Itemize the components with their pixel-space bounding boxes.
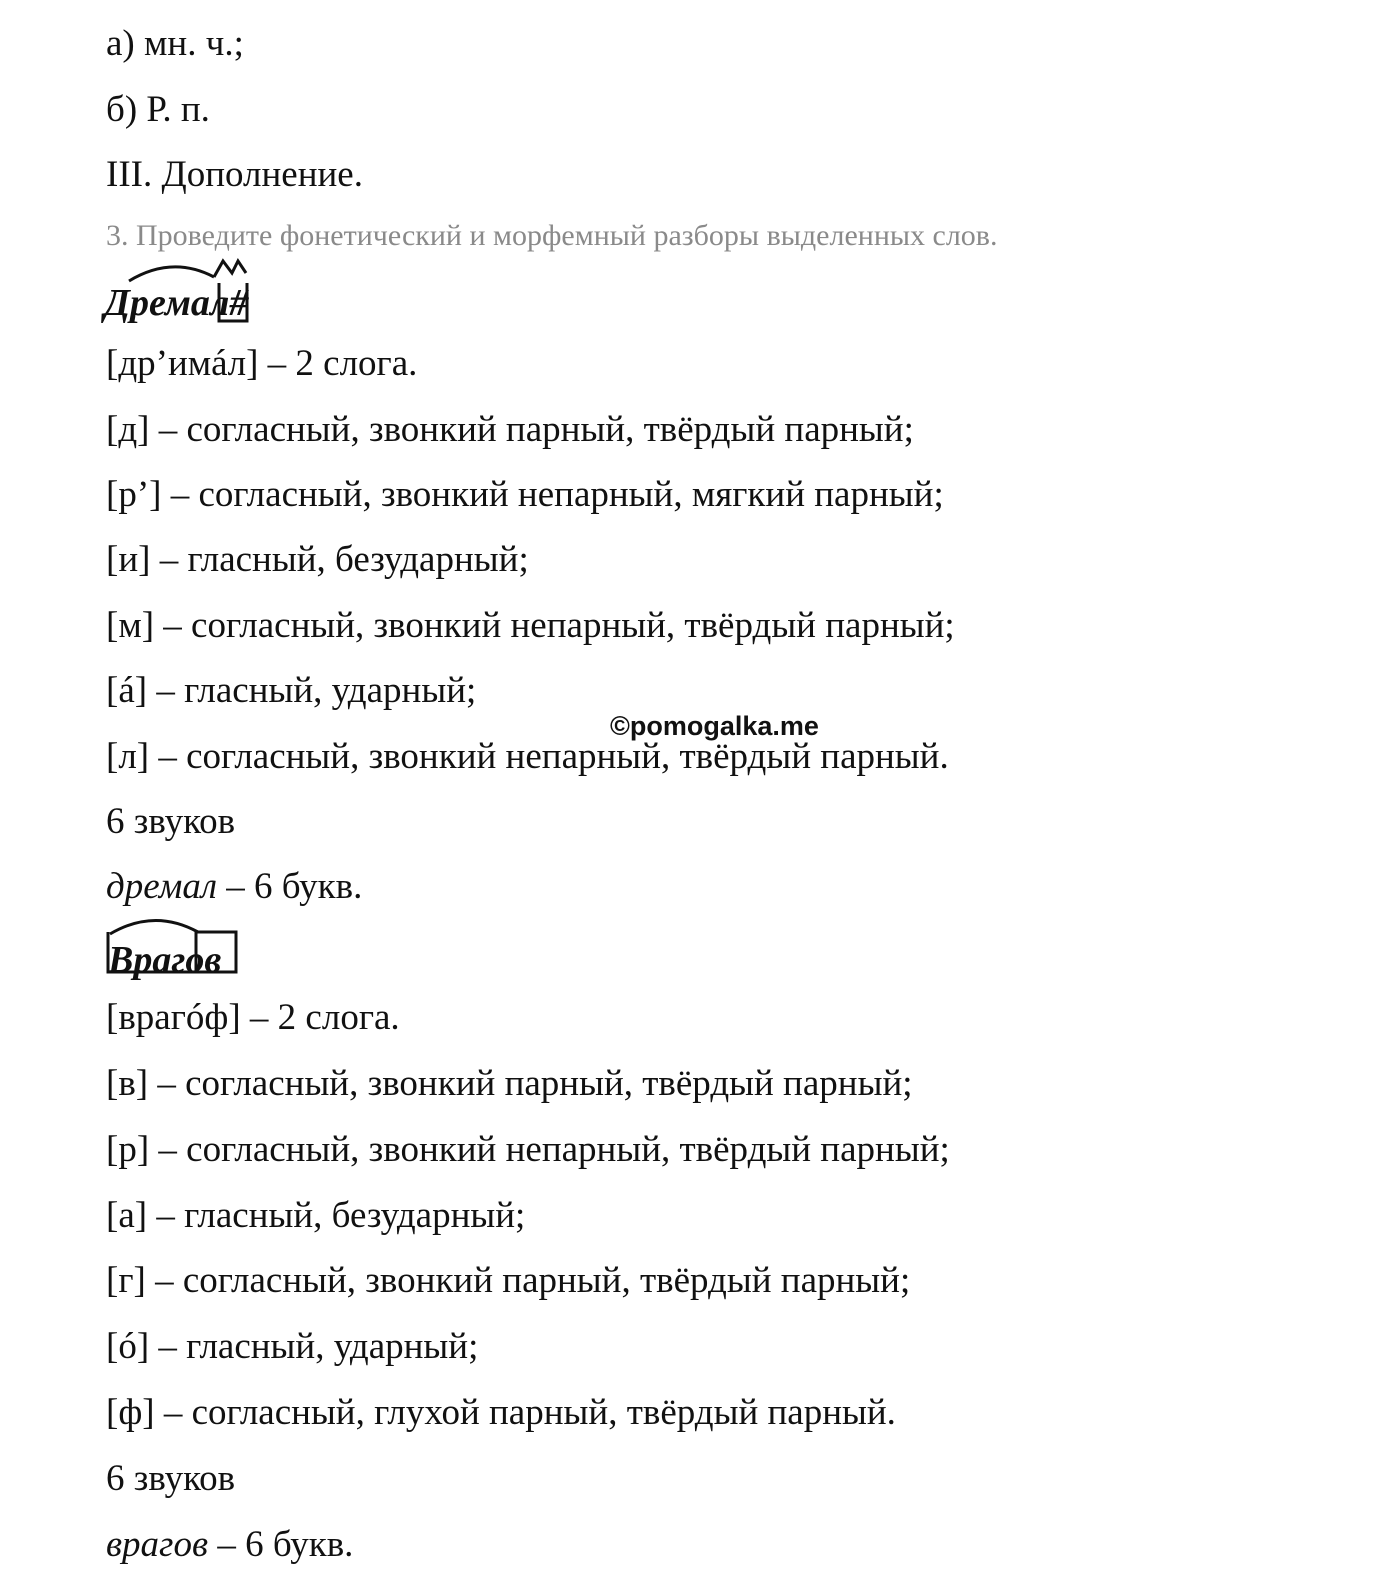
sound-line: [д] – согласный, звонкий парный, твёрдый парный; (106, 409, 914, 450)
sound-line: [ф] – согласный, глухой парный, твёрдый парный. (106, 1392, 896, 1433)
letter-count-vragov (106, 1523, 353, 1567)
sound-line: [л] – согласный, звонкий непарный, твёрдый парный. (106, 736, 949, 777)
transcription-vragov: [врагóф] – 2 слога. (106, 997, 400, 1038)
sound-line: [м] – согласный, звонкий непарный, твёрдый парный; (106, 605, 955, 646)
sound-line: [в] – согласный, звонкий парный, твёрдый парный; (106, 1063, 913, 1104)
word-title-vragov: Врагов (108, 939, 222, 981)
letter-count-text: – 6 букв. (216, 866, 363, 907)
morpheme-word-vragov (104, 908, 254, 988)
sound-line: [г] – согласный, звонкий парный, твёрдый парный; (106, 1260, 911, 1301)
word-title-dremal: Дремал# (104, 282, 249, 324)
root-arc (129, 267, 214, 281)
sound-line: [а] – гласный, безударный; (106, 1195, 526, 1236)
task-heading: 3. Проведите фонетический и морфемный разборы выделенных слов. (106, 219, 998, 252)
sound-count-dremal: 6 звуков (106, 801, 236, 842)
sound-line: [и] – гласный, безударный; (106, 539, 529, 580)
sound-line: [р] – согласный, звонкий непарный, твёрдый парный; (106, 1129, 950, 1170)
letter-count-dremal (106, 865, 362, 909)
suffix-mark (214, 261, 246, 277)
sound-line: [рʼ] – согласный, звонкий непарный, мягкий парный; (106, 474, 944, 515)
sound-line: [á] – гласный, ударный; (106, 670, 477, 711)
letter-count-word: врагов (106, 1524, 209, 1565)
sound-count-vragov: 6 звуков (106, 1458, 236, 1499)
sound-line: [ó] – гласный, ударный; (106, 1326, 479, 1367)
answer-line-iii: III. Дополнение. (106, 154, 363, 195)
letter-count-word: дремал (106, 866, 217, 907)
answer-line-a: а) мн. ч.; (106, 23, 244, 64)
transcription-dremal: [дрʼимáл] – 2 слога. (106, 343, 418, 384)
answer-line-b: б) Р. п. (106, 89, 210, 130)
morpheme-word-dremal (104, 255, 274, 335)
letter-count-text: – 6 букв. (208, 1524, 354, 1565)
root-arc (110, 920, 198, 934)
watermark: ©pomogalka.me (610, 711, 819, 741)
